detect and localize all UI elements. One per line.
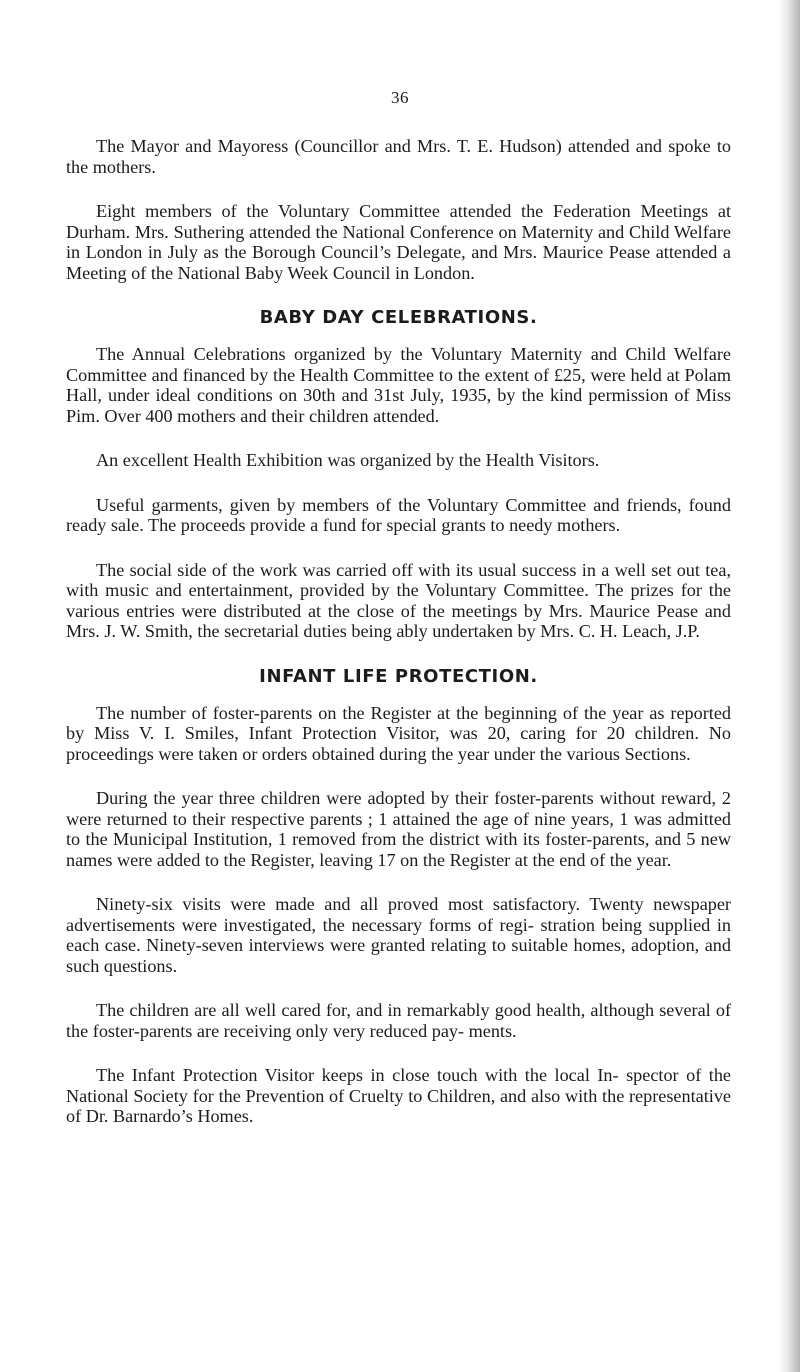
section-heading-infant-life: INFANT LIFE PROTECTION. bbox=[259, 665, 538, 687]
infant-life-paragraph: Ninety-six visits were made and all proved most satisfactory. Twenty newspaper advertisements were investigated, the necessary forms of regi- stration being supplied in each case. Ninety-seven interviews were granted relating to suitable homes, adoption, and such questions. bbox=[66, 894, 731, 976]
infant-life-paragraph: The children are all well cared for, and in remarkably good health, although several of the foster-parents are receiving only very reduced pay- ments. bbox=[66, 1000, 731, 1041]
section-heading-baby-day: BABY DAY CELEBRATIONS. bbox=[259, 307, 538, 328]
infant-life-paragraph: The Infant Protection Visitor keeps in close touch with the local In- spector of the National Society for the Prevention of Cruelty to Children, and also with the representative of Dr. Barnardo’s Homes. bbox=[66, 1065, 731, 1126]
baby-day-paragraph: The social side of the work was carried off with its usual success in a well set out tea, with music and entertainment, provided by the Voluntary Committee. The prizes for the various entries were distributed at the close of the meetings by Mrs. Maurice Pease and Mrs. J. W. Smith, the secretarial duties being ably undertaken by Mrs. C. H. Leach, J.P. bbox=[66, 559, 731, 641]
page-body bbox=[66, 136, 731, 1151]
page-number: 36 bbox=[391, 88, 409, 107]
infant-life-paragraph: During the year three children were adopted by their foster-parents without reward, 2 were returned to their respective parents ; 1 attained the age of nine years, 1 was admitted to the Municipal Institution, 1 removed from the district with its foster-parents, and 5 new names were added to the Register, leaving 17 on the Register at the end of the year. bbox=[66, 788, 731, 870]
infant-life-paragraph: The number of foster-parents on the Register at the beginning of the year as reported by Miss V. I. Smiles, Infant Protection Visitor, was 20, caring for 20 children. No proceedings were taken or orders obtained during the year under the various Sections. bbox=[66, 702, 731, 764]
baby-day-paragraph: The Annual Celebrations organized by the Voluntary Maternity and Child Welfare Committee and financed by the Health Committee to the extent of £25, were held at Polam Hall, under ideal conditions on 30th and 31st July, 1935, by the kind permission of Miss Pim. Over 400 mothers and their children attended. bbox=[66, 344, 731, 426]
intro-paragraph: The Mayor and Mayoress (Councillor and Mrs. T. E. Hudson) attended and spoke to the mothers. bbox=[66, 136, 731, 177]
intro-paragraph: Eight members of the Voluntary Committee attended the Federation Meetings at Durham. Mrs. Suthering attended the National Conference on Maternity and Child Welfare in London in July as the Borough Council’s Delegate, and Mrs. Maurice Pease attended a Meeting of the National Baby Week Council in London. bbox=[66, 201, 731, 283]
page-edge-shadow bbox=[778, 0, 800, 1372]
baby-day-paragraph: Useful garments, given by members of the Voluntary Committee and friends, found ready sale. The proceeds provide a fund for special grants to needy mothers. bbox=[66, 494, 731, 535]
baby-day-paragraph: An excellent Health Exhibition was organized by the Health Visitors. bbox=[96, 450, 600, 470]
